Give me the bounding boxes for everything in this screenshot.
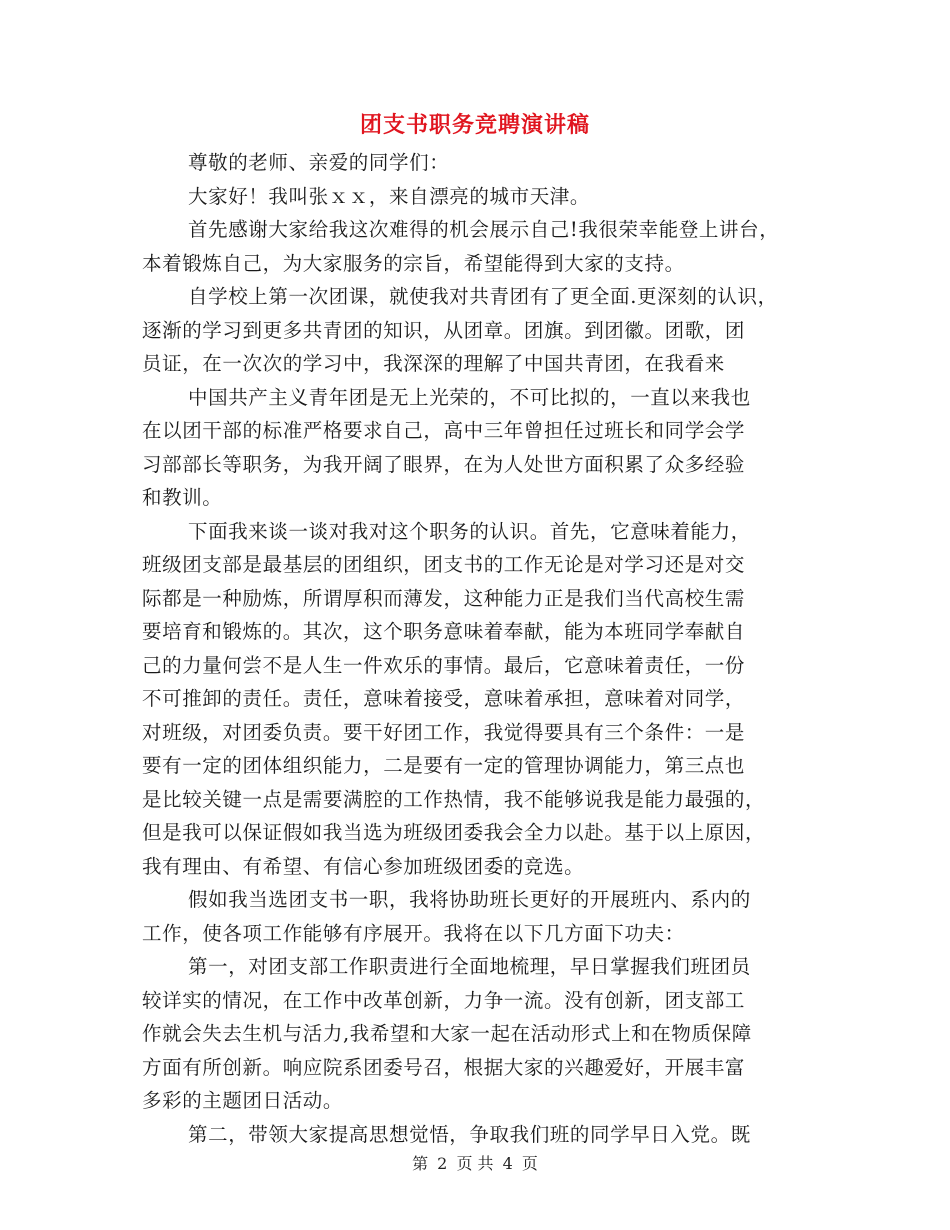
body-line: 自学校上第一次团课，就使我对共青团有了更全面.更深刻的认识， <box>188 285 778 308</box>
body-line: 工作，使各项工作能够有序展开。我将在以下几方面下功夫： <box>142 921 685 945</box>
body-line: 第一，对团支部工作职责进行全面地梳理，早日掌握我们班团员 <box>188 955 751 978</box>
body-line: 较详实的情况，在工作中改革创新，力争一流。没有创新，团支部工 <box>142 988 746 1012</box>
body-line: 我有理由、有希望、有信心参加班级团委的竞选。 <box>142 854 585 878</box>
footer-page-number: 2 <box>437 1154 448 1173</box>
body-line: 是比较关键一点是需要满腔的工作热情，我不能够说我是能力最强的， <box>142 787 766 811</box>
document-title: 团支书职务竞聘演讲稿 <box>359 112 590 138</box>
body-line: 方面有所创新。响应院系团委号召，根据大家的兴趣爱好，开展丰富 <box>142 1055 746 1079</box>
body-line: 对班级，对团委负责。要干好团工作，我觉得要具有三个条件：一是 <box>142 720 746 744</box>
body-line: 不可推卸的责任。责任，意味着接受，意味着承担，意味着对同学， <box>142 687 746 710</box>
document-body <box>142 146 832 1151</box>
body-line: 要有一定的团体组织能力，二是要有一定的管理协调能力，第三点也 <box>142 754 746 777</box>
body-line: 大家好！我叫张ｘｘ，来自漂亮的城市天津。 <box>188 184 591 208</box>
body-line: 己的力量何尝不是人生一件欢乐的事情。最后，它意味着责任，一份 <box>142 653 746 677</box>
body-line: 下面我来谈一谈对我对这个职务的认识。首先，它意味着能力， <box>188 519 751 543</box>
body-line: 员证，在一次次的学习中，我深深的理解了中国共青团，在我看来 <box>142 352 725 375</box>
body-line: 班级团支部是最基层的团组织，团支书的工作无论是对学习还是对交 <box>142 553 746 576</box>
body-line: 尊敬的老师、亲爱的同学们： <box>188 151 450 174</box>
body-line: 第二，带领大家提高思想觉悟，争取我们班的同学早日入党。既 <box>188 1122 751 1146</box>
body-line: 首先感谢大家给我这次难得的机会展示自己!我很荣幸能登上讲台， <box>188 218 780 241</box>
body-line: 在以团干部的标准严格要求自己，高中三年曾担任过班长和同学会学 <box>142 419 746 442</box>
body-line: 要培育和锻炼的。其次，这个职务意味着奉献，能为本班同学奉献自 <box>142 620 746 643</box>
body-line: 逐渐的学习到更多共青团的知识，从团章。团旗。到团徽。团歌，团 <box>142 318 746 342</box>
body-line: 多彩的主题团日活动。 <box>142 1089 344 1112</box>
footer-suffix: 页 <box>521 1154 538 1173</box>
footer-prefix: 第 <box>412 1154 429 1173</box>
body-line: 中国共产主义青年团是无上光荣的，不可比拟的，一直以来我也 <box>188 385 751 409</box>
body-line: 习部部长等职务，为我开阔了眼界，在为人处世方面积累了众多经验 <box>142 452 746 476</box>
page-footer <box>0 1152 950 1176</box>
body-line: 假如我当选团支书一职，我将协助班长更好的开展班内、系内的 <box>188 888 751 911</box>
footer-middle: 页 共 <box>456 1154 494 1173</box>
body-line: 际都是一种励炼，所谓厚积而薄发，这种能力正是我们当代高校生需 <box>142 586 746 610</box>
body-line: 作就会失去生机与活力,我希望和大家一起在活动形式上和在物质保障 <box>142 1022 752 1045</box>
body-line: 但是我可以保证假如我当选为班级团委我会全力以赴。基于以上原因， <box>142 821 766 844</box>
footer-total-pages: 4 <box>502 1154 513 1173</box>
body-line: 和教训。 <box>142 486 223 509</box>
body-line: 本着锻炼自己，为大家服务的宗旨，希望能得到大家的支持。 <box>142 251 685 275</box>
